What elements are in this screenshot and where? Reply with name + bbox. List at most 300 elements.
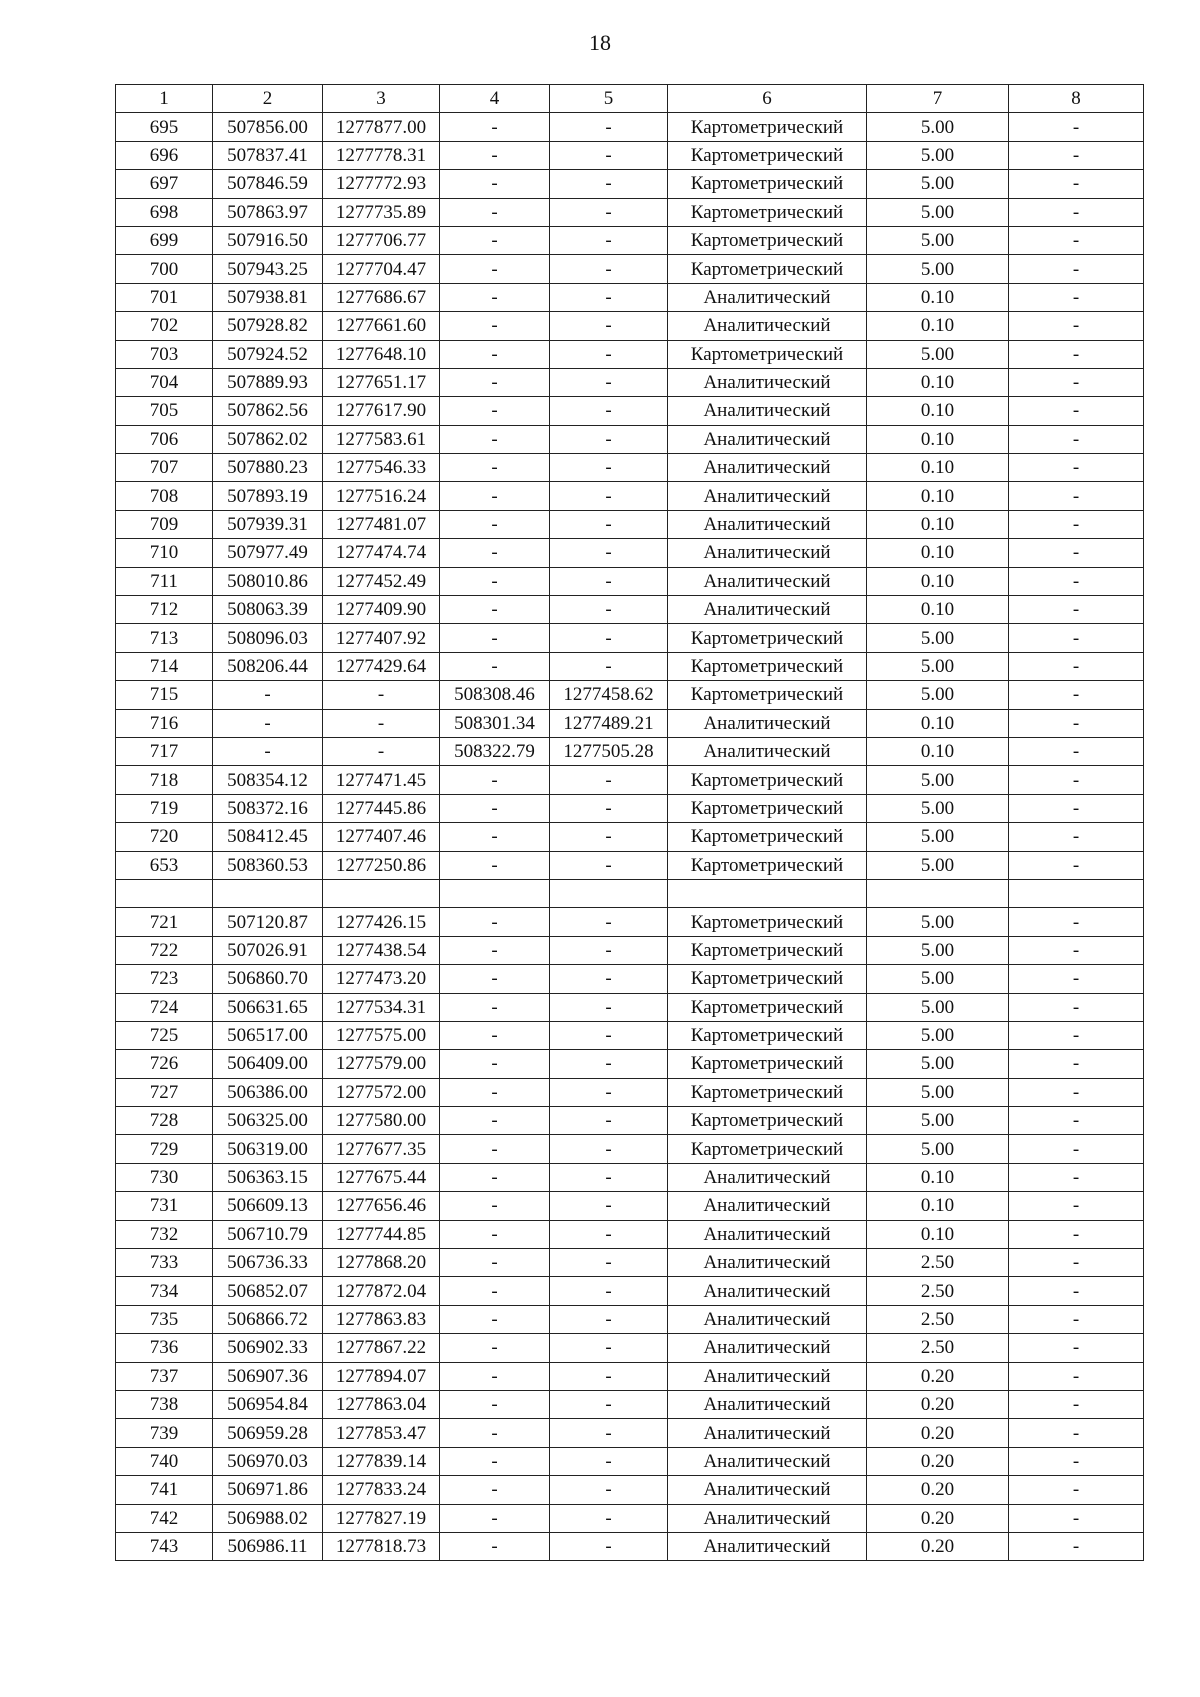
table-cell: 1277407.46 xyxy=(323,823,440,851)
table-cell: - xyxy=(550,141,668,169)
table-cell: - xyxy=(550,539,668,567)
table-cell: 0.10 xyxy=(867,368,1009,396)
table-cell: 5.00 xyxy=(867,851,1009,879)
table-cell: - xyxy=(1009,482,1144,510)
table-cell: - xyxy=(550,1305,668,1333)
table-cell: - xyxy=(1009,681,1144,709)
table-cell: - xyxy=(440,766,550,794)
table-cell: - xyxy=(1009,1277,1144,1305)
table-cell: Картометрический xyxy=(668,823,867,851)
table-cell: - xyxy=(1009,1305,1144,1333)
table-cell: - xyxy=(1009,368,1144,396)
table-cell: - xyxy=(550,255,668,283)
table-cell: 0.10 xyxy=(867,1192,1009,1220)
table-cell: 1277706.77 xyxy=(323,226,440,254)
table-cell: 713 xyxy=(116,624,213,652)
table-cell: 508096.03 xyxy=(213,624,323,652)
table-cell: - xyxy=(1009,737,1144,765)
table-row xyxy=(116,1220,1144,1248)
table-cell: - xyxy=(550,1050,668,1078)
table-cell: 2.50 xyxy=(867,1334,1009,1362)
table-cell: 1277735.89 xyxy=(323,198,440,226)
table-cell: - xyxy=(440,226,550,254)
table-cell: - xyxy=(440,198,550,226)
table-cell: - xyxy=(1009,510,1144,538)
table-cell: 5.00 xyxy=(867,1078,1009,1106)
header-cell: 7 xyxy=(867,85,1009,113)
table-cell: 5.00 xyxy=(867,1107,1009,1135)
table-cell: 506325.00 xyxy=(213,1107,323,1135)
table-cell: 0.20 xyxy=(867,1504,1009,1532)
table-cell: 1277580.00 xyxy=(323,1107,440,1135)
table-cell: 5.00 xyxy=(867,766,1009,794)
table-cell: 730 xyxy=(116,1163,213,1191)
table-cell: - xyxy=(550,510,668,538)
table-cell: 0.20 xyxy=(867,1447,1009,1475)
table-cell: Картометрический xyxy=(668,908,867,936)
table-row xyxy=(116,1021,1144,1049)
table-cell: 720 xyxy=(116,823,213,851)
table-cell: 724 xyxy=(116,993,213,1021)
table-cell: - xyxy=(1009,624,1144,652)
table-row xyxy=(116,879,1144,907)
table-cell: - xyxy=(550,113,668,141)
table-cell: - xyxy=(440,624,550,652)
table-cell: - xyxy=(550,652,668,680)
header-cell: 6 xyxy=(668,85,867,113)
table-cell: 706 xyxy=(116,425,213,453)
table-row xyxy=(116,737,1144,765)
table-cell: 1277505.28 xyxy=(550,737,668,765)
table-cell: - xyxy=(550,454,668,482)
table-cell: - xyxy=(1009,709,1144,737)
table-cell: 1277827.19 xyxy=(323,1504,440,1532)
table-cell: 1277744.85 xyxy=(323,1220,440,1248)
table-cell: 506866.72 xyxy=(213,1305,323,1333)
table-cell: - xyxy=(213,709,323,737)
table-cell: - xyxy=(1009,1419,1144,1447)
table-cell: Аналитический xyxy=(668,596,867,624)
table-cell: - xyxy=(1009,1447,1144,1475)
table-cell: 507916.50 xyxy=(213,226,323,254)
table-cell: 714 xyxy=(116,652,213,680)
table-cell: 507893.19 xyxy=(213,482,323,510)
table-cell: 1277583.61 xyxy=(323,425,440,453)
table-cell: 739 xyxy=(116,1419,213,1447)
table-cell: Картометрический xyxy=(668,1135,867,1163)
table-cell: - xyxy=(550,198,668,226)
table-cell: - xyxy=(1009,766,1144,794)
table-cell: - xyxy=(550,482,668,510)
table-cell: - xyxy=(550,397,668,425)
table-cell: 1277575.00 xyxy=(323,1021,440,1049)
table-cell: 1277648.10 xyxy=(323,340,440,368)
table-row xyxy=(116,823,1144,851)
table-cell: - xyxy=(550,1476,668,1504)
table-row xyxy=(116,1277,1144,1305)
table-cell: 725 xyxy=(116,1021,213,1049)
table-cell: 0.10 xyxy=(867,510,1009,538)
table-cell: 507924.52 xyxy=(213,340,323,368)
table-cell: 1277409.90 xyxy=(323,596,440,624)
table-cell: Аналитический xyxy=(668,1192,867,1220)
table-cell: 506907.36 xyxy=(213,1362,323,1390)
table-cell: Аналитический xyxy=(668,482,867,510)
table-cell: 506852.07 xyxy=(213,1277,323,1305)
table-cell xyxy=(323,879,440,907)
table-cell: - xyxy=(1009,965,1144,993)
table-cell: Аналитический xyxy=(668,1362,867,1390)
table-cell xyxy=(440,879,550,907)
table-cell: 726 xyxy=(116,1050,213,1078)
table-cell: - xyxy=(440,1021,550,1049)
table-cell: - xyxy=(440,539,550,567)
table-cell: - xyxy=(440,1362,550,1390)
table-row xyxy=(116,1135,1144,1163)
table-cell: - xyxy=(440,482,550,510)
table-cell: 506409.00 xyxy=(213,1050,323,1078)
table-cell: 1277471.45 xyxy=(323,766,440,794)
table-cell: 506319.00 xyxy=(213,1135,323,1163)
table-cell: - xyxy=(1009,198,1144,226)
table-cell: 5.00 xyxy=(867,652,1009,680)
table-cell: 506959.28 xyxy=(213,1419,323,1447)
table-cell: - xyxy=(550,283,668,311)
table-cell: 506860.70 xyxy=(213,965,323,993)
table-cell: 738 xyxy=(116,1390,213,1418)
table-row xyxy=(116,1476,1144,1504)
table-cell: Аналитический xyxy=(668,1334,867,1362)
table-cell: 5.00 xyxy=(867,113,1009,141)
table-cell: 5.00 xyxy=(867,681,1009,709)
table-row xyxy=(116,510,1144,538)
table-cell: 507880.23 xyxy=(213,454,323,482)
table-row xyxy=(116,908,1144,936)
table-cell: - xyxy=(550,1107,668,1135)
table-cell: Аналитический xyxy=(668,312,867,340)
table-cell: 0.10 xyxy=(867,709,1009,737)
table-cell: 0.20 xyxy=(867,1390,1009,1418)
table-cell: - xyxy=(550,965,668,993)
table-cell: - xyxy=(440,312,550,340)
table-cell: 0.10 xyxy=(867,1220,1009,1248)
table-cell xyxy=(213,879,323,907)
table-cell: - xyxy=(213,681,323,709)
table-cell: - xyxy=(1009,1532,1144,1560)
table-row xyxy=(116,1249,1144,1277)
table-row xyxy=(116,113,1144,141)
table-cell: - xyxy=(1009,567,1144,595)
table-cell: 737 xyxy=(116,1362,213,1390)
table-cell: 2.50 xyxy=(867,1277,1009,1305)
table-cell: - xyxy=(1009,993,1144,1021)
table-cell: - xyxy=(440,1390,550,1418)
table-row xyxy=(116,340,1144,368)
table-cell: - xyxy=(550,1532,668,1560)
table-row xyxy=(116,1504,1144,1532)
table-row xyxy=(116,1305,1144,1333)
table-cell: 727 xyxy=(116,1078,213,1106)
table-cell: 508360.53 xyxy=(213,851,323,879)
table-cell: - xyxy=(550,368,668,396)
table-cell: - xyxy=(440,141,550,169)
table-cell: 698 xyxy=(116,198,213,226)
table-cell: Картометрический xyxy=(668,226,867,254)
table-cell: Картометрический xyxy=(668,965,867,993)
table-cell: - xyxy=(550,766,668,794)
table-cell: 5.00 xyxy=(867,340,1009,368)
table-cell: - xyxy=(1009,226,1144,254)
table-cell: 506631.65 xyxy=(213,993,323,1021)
table-cell: Аналитический xyxy=(668,1447,867,1475)
table-cell: 508354.12 xyxy=(213,766,323,794)
table-cell: 703 xyxy=(116,340,213,368)
table-cell: - xyxy=(1009,1504,1144,1532)
header-cell: 5 xyxy=(550,85,668,113)
table-row xyxy=(116,1362,1144,1390)
table-cell: - xyxy=(440,1532,550,1560)
table-cell: - xyxy=(323,737,440,765)
table-cell: - xyxy=(440,1476,550,1504)
table-cell: 1277651.17 xyxy=(323,368,440,396)
table-cell: 0.10 xyxy=(867,567,1009,595)
table-cell: 711 xyxy=(116,567,213,595)
table-cell: 1277853.47 xyxy=(323,1419,440,1447)
table-cell: - xyxy=(440,1107,550,1135)
table-cell: 1277407.92 xyxy=(323,624,440,652)
table-cell: 0.10 xyxy=(867,397,1009,425)
header-cell: 3 xyxy=(323,85,440,113)
table-cell: 508372.16 xyxy=(213,794,323,822)
table-cell: 733 xyxy=(116,1249,213,1277)
table-cell: - xyxy=(1009,340,1144,368)
table-cell: - xyxy=(550,1135,668,1163)
table-cell: 712 xyxy=(116,596,213,624)
table-cell: 507837.41 xyxy=(213,141,323,169)
table-cell: 5.00 xyxy=(867,1135,1009,1163)
table-cell: 5.00 xyxy=(867,1021,1009,1049)
table-row xyxy=(116,141,1144,169)
table-cell: 1277458.62 xyxy=(550,681,668,709)
table-cell: - xyxy=(440,368,550,396)
table-cell: 507889.93 xyxy=(213,368,323,396)
table-cell: 1277863.83 xyxy=(323,1305,440,1333)
table-cell: 0.10 xyxy=(867,454,1009,482)
table-cell: Картометрический xyxy=(668,255,867,283)
table-cell: - xyxy=(440,1220,550,1248)
table-cell: - xyxy=(1009,454,1144,482)
table-cell: Картометрический xyxy=(668,1050,867,1078)
table-cell xyxy=(1009,879,1144,907)
table-cell: Картометрический xyxy=(668,340,867,368)
table-cell: 710 xyxy=(116,539,213,567)
table-cell: - xyxy=(1009,1334,1144,1362)
table-cell: - xyxy=(550,1504,668,1532)
table-cell xyxy=(867,879,1009,907)
table-cell: - xyxy=(550,794,668,822)
table-cell: 2.50 xyxy=(867,1249,1009,1277)
table-cell: 508301.34 xyxy=(440,709,550,737)
table-cell: 508308.46 xyxy=(440,681,550,709)
table-row xyxy=(116,283,1144,311)
table-cell: 729 xyxy=(116,1135,213,1163)
table-cell: 1277868.20 xyxy=(323,1249,440,1277)
table-cell: 5.00 xyxy=(867,823,1009,851)
table-cell: - xyxy=(1009,283,1144,311)
table-cell: - xyxy=(440,1050,550,1078)
table-cell: 699 xyxy=(116,226,213,254)
table-row xyxy=(116,567,1144,595)
table-cell: 1277818.73 xyxy=(323,1532,440,1560)
table-cell: - xyxy=(440,255,550,283)
table-cell: - xyxy=(1009,652,1144,680)
table-cell: - xyxy=(550,1447,668,1475)
table-cell: Аналитический xyxy=(668,567,867,595)
table-cell: 1277867.22 xyxy=(323,1334,440,1362)
table-cell: - xyxy=(440,567,550,595)
table-cell: Аналитический xyxy=(668,510,867,538)
table-cell: Аналитический xyxy=(668,1220,867,1248)
table-cell: 722 xyxy=(116,936,213,964)
table-row xyxy=(116,312,1144,340)
table-cell: - xyxy=(440,596,550,624)
table-cell: - xyxy=(550,1277,668,1305)
table-cell: 0.10 xyxy=(867,425,1009,453)
table-cell: - xyxy=(440,965,550,993)
table-cell: - xyxy=(550,1220,668,1248)
table-cell: - xyxy=(213,737,323,765)
table-cell: 1277894.07 xyxy=(323,1362,440,1390)
table-cell: - xyxy=(440,510,550,538)
table-cell: 0.10 xyxy=(867,1163,1009,1191)
table-cell: 0.10 xyxy=(867,596,1009,624)
table-cell: - xyxy=(440,993,550,1021)
table-cell: 1277686.67 xyxy=(323,283,440,311)
table-cell: Аналитический xyxy=(668,709,867,737)
table-cell: 700 xyxy=(116,255,213,283)
table-cell: - xyxy=(1009,1050,1144,1078)
table-row xyxy=(116,198,1144,226)
table-cell: - xyxy=(440,397,550,425)
table-cell: 5.00 xyxy=(867,198,1009,226)
table-cell: - xyxy=(1009,1021,1144,1049)
table-row xyxy=(116,596,1144,624)
table-cell: - xyxy=(440,113,550,141)
table-cell: - xyxy=(440,283,550,311)
table-cell: Аналитический xyxy=(668,454,867,482)
table-cell: Аналитический xyxy=(668,1532,867,1560)
table-cell: Картометрический xyxy=(668,198,867,226)
table-cell: 2.50 xyxy=(867,1305,1009,1333)
table-row xyxy=(116,766,1144,794)
table-cell: 5.00 xyxy=(867,170,1009,198)
table-cell: Аналитический xyxy=(668,1277,867,1305)
table-cell: - xyxy=(1009,1107,1144,1135)
table-cell: 653 xyxy=(116,851,213,879)
table-cell: - xyxy=(1009,1362,1144,1390)
table-cell: - xyxy=(550,425,668,453)
table-cell: 1277778.31 xyxy=(323,141,440,169)
table-body xyxy=(116,85,1144,1561)
table-cell: Картометрический xyxy=(668,113,867,141)
table-row xyxy=(116,1050,1144,1078)
table-cell: Аналитический xyxy=(668,1390,867,1418)
table-header-row xyxy=(116,85,1144,113)
table-cell: Картометрический xyxy=(668,624,867,652)
table-cell: - xyxy=(440,1504,550,1532)
table-cell: - xyxy=(550,1021,668,1049)
table-cell xyxy=(116,879,213,907)
table-cell: - xyxy=(1009,1390,1144,1418)
table-cell: - xyxy=(440,1419,550,1447)
table-cell: - xyxy=(550,908,668,936)
table-cell: 707 xyxy=(116,454,213,482)
table-cell: - xyxy=(550,1362,668,1390)
table-cell: - xyxy=(440,794,550,822)
table-cell: 742 xyxy=(116,1504,213,1532)
table-cell: 0.20 xyxy=(867,1362,1009,1390)
table-cell: - xyxy=(440,1305,550,1333)
header-cell: 4 xyxy=(440,85,550,113)
table-cell: - xyxy=(550,340,668,368)
table-row xyxy=(116,1447,1144,1475)
table-cell: 507938.81 xyxy=(213,283,323,311)
table-cell: - xyxy=(1009,397,1144,425)
table-cell: 735 xyxy=(116,1305,213,1333)
table-cell: 5.00 xyxy=(867,993,1009,1021)
table-cell: 719 xyxy=(116,794,213,822)
table-row xyxy=(116,851,1144,879)
table-cell: Картометрический xyxy=(668,993,867,1021)
table-row xyxy=(116,936,1144,964)
table-cell: - xyxy=(440,1163,550,1191)
table-row xyxy=(116,993,1144,1021)
table-cell: - xyxy=(1009,113,1144,141)
table-cell: - xyxy=(1009,794,1144,822)
table-cell: 506363.15 xyxy=(213,1163,323,1191)
table-cell: 736 xyxy=(116,1334,213,1362)
table-cell: 5.00 xyxy=(867,226,1009,254)
table-cell: - xyxy=(440,454,550,482)
table-cell: - xyxy=(440,340,550,368)
table-cell: - xyxy=(440,170,550,198)
table-cell: 716 xyxy=(116,709,213,737)
table-cell: 715 xyxy=(116,681,213,709)
table-cell: 1277579.00 xyxy=(323,1050,440,1078)
table-cell: Аналитический xyxy=(668,1305,867,1333)
table-cell: 507939.31 xyxy=(213,510,323,538)
table-row xyxy=(116,255,1144,283)
table-cell: 0.10 xyxy=(867,482,1009,510)
table-cell: 508010.86 xyxy=(213,567,323,595)
table-row xyxy=(116,965,1144,993)
table-cell: - xyxy=(1009,936,1144,964)
table-cell: 697 xyxy=(116,170,213,198)
table-cell: Картометрический xyxy=(668,652,867,680)
table-cell: 0.10 xyxy=(867,312,1009,340)
table-cell: 5.00 xyxy=(867,141,1009,169)
table-row xyxy=(116,1419,1144,1447)
table-cell: 723 xyxy=(116,965,213,993)
table-row xyxy=(116,539,1144,567)
table-cell: 1277481.07 xyxy=(323,510,440,538)
table-cell: - xyxy=(550,936,668,964)
table-row xyxy=(116,397,1144,425)
table-row xyxy=(116,1390,1144,1418)
table-cell: 740 xyxy=(116,1447,213,1475)
table-cell: 705 xyxy=(116,397,213,425)
table-cell: 1277474.74 xyxy=(323,539,440,567)
